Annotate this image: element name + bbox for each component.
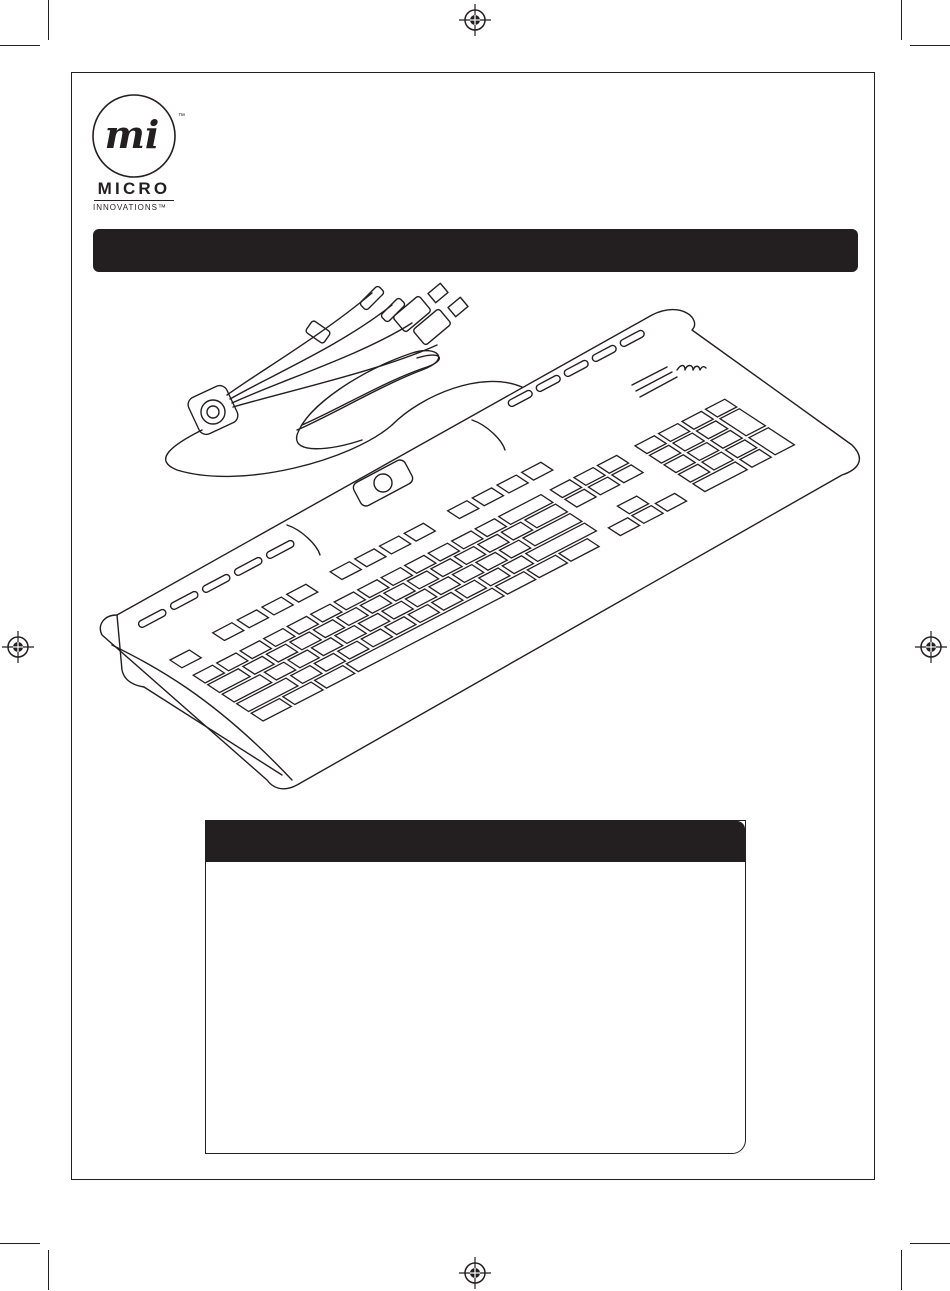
keycap	[472, 488, 503, 506]
keycap	[170, 650, 201, 668]
keyboard-illustration	[92, 275, 872, 800]
keycap	[213, 623, 244, 641]
info-box-header	[206, 821, 745, 862]
logo-circle-icon	[88, 92, 198, 182]
keycap	[404, 523, 435, 541]
keycap	[287, 584, 318, 602]
keycap	[608, 518, 639, 536]
crop-mark-bottom-left-v	[48, 1250, 49, 1290]
keycap	[334, 592, 365, 610]
keycap	[358, 580, 389, 598]
keycap	[264, 629, 295, 647]
keycap	[428, 543, 459, 561]
registration-mark-icon	[913, 629, 949, 665]
keycap	[262, 597, 293, 615]
crop-mark-bottom-right-v	[901, 1250, 902, 1290]
crop-mark-bottom-right-h	[910, 1243, 950, 1244]
keycap	[355, 549, 386, 567]
keycap	[237, 610, 268, 628]
crop-mark-bottom-left-h	[0, 1243, 40, 1244]
keycap	[655, 493, 686, 511]
logo-glyph: mi	[104, 112, 160, 157]
keycap	[217, 653, 248, 671]
keycap	[240, 641, 271, 659]
keycap	[405, 555, 436, 573]
info-box	[205, 820, 746, 1154]
keycap	[452, 531, 483, 549]
crop-mark-top-right-v	[901, 0, 902, 40]
crop-mark-top-right-h	[910, 45, 950, 46]
crop-mark-top-left-h	[0, 45, 40, 46]
keycap	[330, 562, 361, 580]
keycap	[497, 475, 528, 493]
keycap	[311, 604, 342, 622]
crop-mark-top-left-v	[48, 0, 49, 40]
keycap	[380, 536, 411, 554]
keycap	[522, 462, 553, 480]
title-bar	[93, 229, 858, 272]
logo-tm: ™	[178, 113, 185, 120]
registration-mark-icon	[457, 1255, 493, 1291]
brand-name-line2: INNOVATIONS™	[93, 203, 167, 212]
brand-divider	[94, 200, 174, 201]
keycap	[475, 519, 506, 537]
keycap	[381, 568, 412, 586]
keycap	[315, 666, 355, 689]
registration-mark-icon	[457, 2, 493, 38]
registration-mark-icon	[0, 629, 36, 665]
brand-name-line1: MICRO	[97, 179, 171, 198]
keycap	[448, 501, 479, 519]
keycap	[287, 616, 318, 634]
